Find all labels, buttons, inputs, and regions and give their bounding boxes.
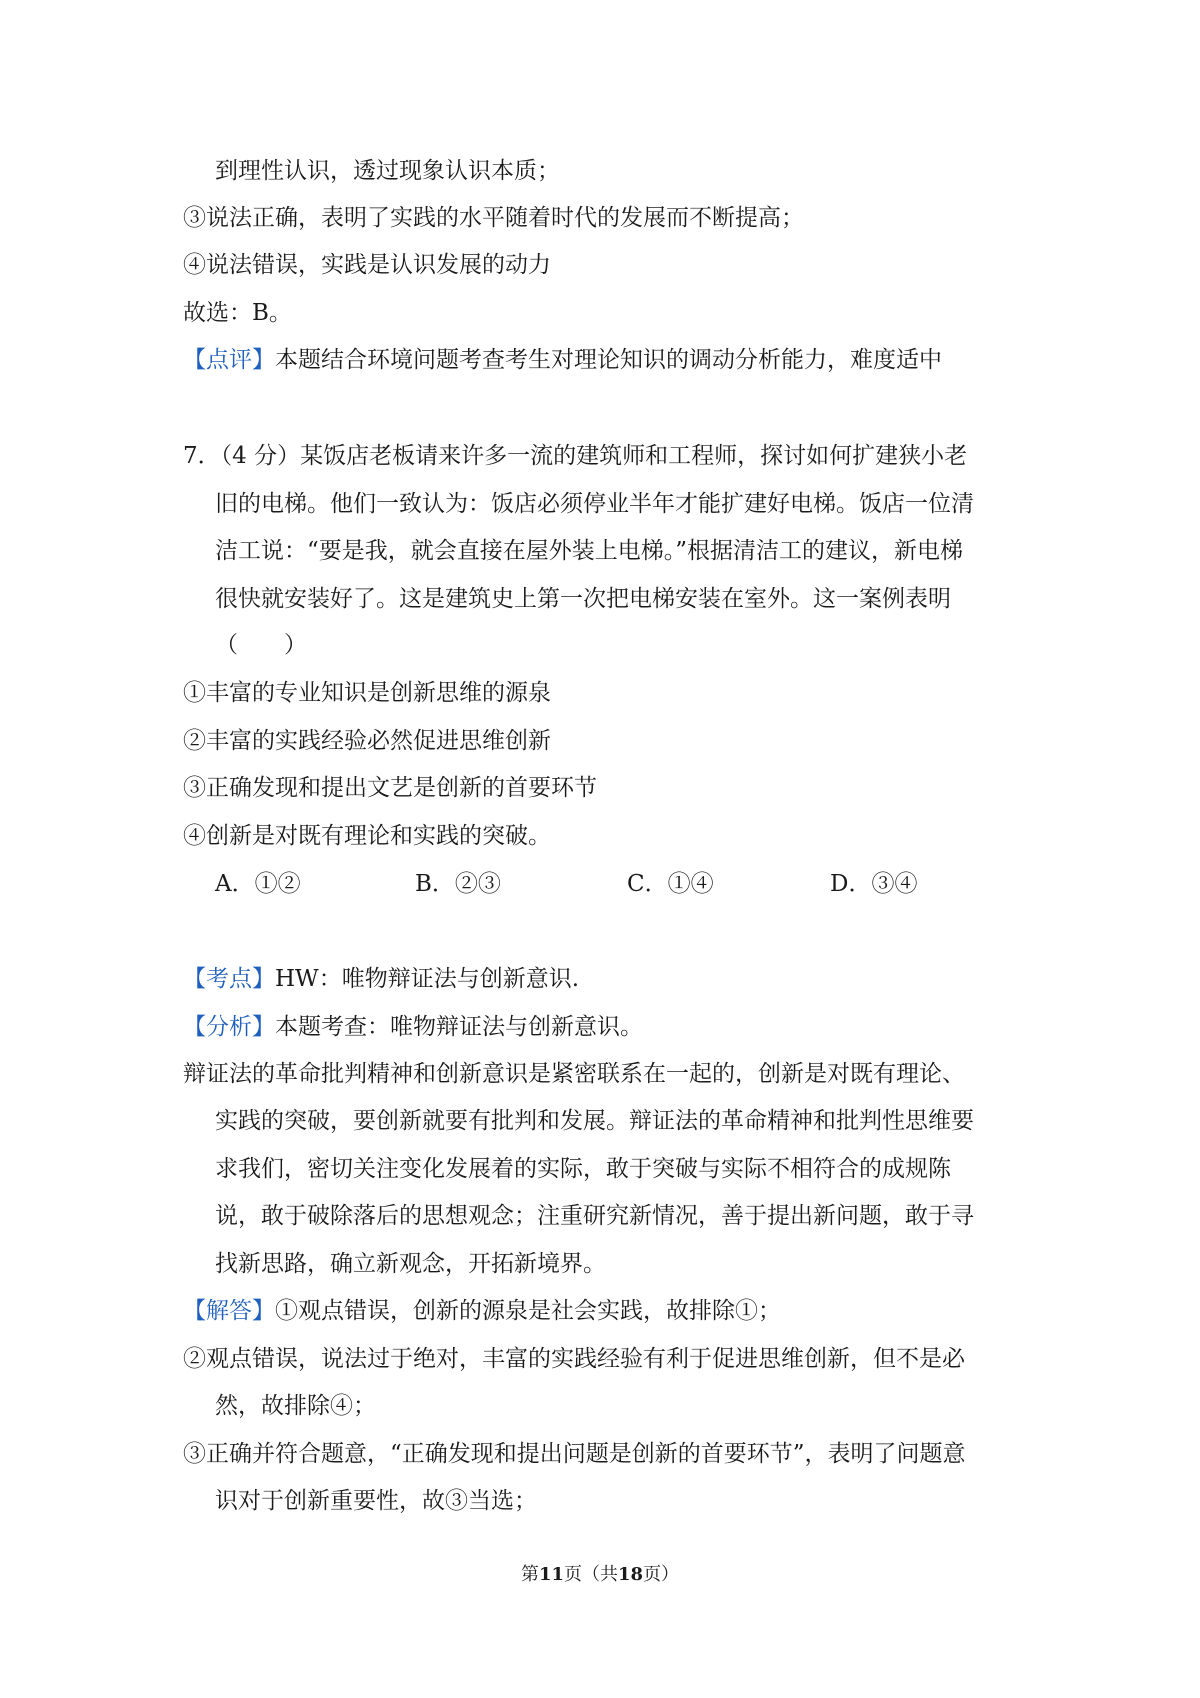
solution-line: ②观点错误，说法过于绝对，丰富的实践经验有利于促进思维创新，但不是必 xyxy=(183,1346,965,1372)
comment-text: 本题结合环境问题考查考生对理论知识的调动分析能力，难度适中 xyxy=(275,347,942,373)
solution-line: 识对于创新重要性，故③当选； xyxy=(215,1488,537,1514)
kaodian-tag: 【考点】 xyxy=(183,966,275,992)
option-b: B．②③ xyxy=(415,871,501,897)
solution-line: ③正确并符合题意，“正确发现和提出问题是创新的首要环节”，表明了问题意 xyxy=(183,1441,966,1467)
q7-stem-line: 洁工说：“要是我，就会直接在屋外装上电梯。”根据清洁工的建议，新电梯 xyxy=(215,538,964,564)
analysis-line: 说，敢于破除落后的思想观念；注重研究新情况，善于提出新问题，敢于寻 xyxy=(215,1203,974,1229)
page-footer xyxy=(0,1563,1200,1587)
footer-mid: 页（共 xyxy=(564,1564,618,1585)
q7-statement: ①丰富的专业知识是创新思维的源泉 xyxy=(183,680,551,706)
fenxi xyxy=(183,1012,643,1042)
jieda xyxy=(183,1296,781,1326)
comment-tag: 【点评】 xyxy=(183,347,275,373)
analysis-line: 实践的突破，要创新就要有批判和发展。辩证法的革命精神和批判性思维要 xyxy=(215,1108,974,1134)
footer-total-pages: 18 xyxy=(618,1564,644,1585)
prev-answer: 故选：B。 xyxy=(183,300,292,326)
q7-stem-line: 旧的电梯。他们一致认为：饭店必须停业半年才能扩建好电梯。饭店一位清 xyxy=(215,491,974,517)
q7-stem-line: 很快就安装好了。这是建筑史上第一次把电梯安装在室外。这一案例表明 xyxy=(215,586,951,612)
jieda-tag: 【解答】 xyxy=(183,1298,275,1324)
option-d: D．③④ xyxy=(830,871,918,897)
kaodian-text: HW：唯物辩证法与创新意识. xyxy=(275,966,580,992)
analysis-line: 辩证法的革命批判精神和创新意识是紧密联系在一起的，创新是对既有理论、 xyxy=(183,1061,965,1087)
prev-comment xyxy=(183,345,942,375)
footer-prefix: 第 xyxy=(520,1564,539,1585)
prev-line-a: 到理性认识，透过现象认识本质； xyxy=(215,158,560,184)
option-c: C．①④ xyxy=(627,871,714,897)
footer-page-number: 11 xyxy=(538,1564,564,1585)
fenxi-text: 本题考查：唯物辩证法与创新意识。 xyxy=(275,1014,643,1040)
fenxi-tag: 【分析】 xyxy=(183,1014,275,1040)
q7-statement: ②丰富的实践经验必然促进思维创新 xyxy=(183,728,551,754)
q7-stem-line: 7．（4 分）某饭店老板请来许多一流的建筑师和工程师，探讨如何扩建狭小老 xyxy=(183,443,968,469)
jieda-text: ①观点错误，创新的源泉是社会实践，故排除①； xyxy=(275,1298,781,1324)
analysis-line: 找新思路，确立新观念，开拓新境界。 xyxy=(215,1251,606,1277)
q7-statement: ③正确发现和提出文艺是创新的首要环节 xyxy=(183,775,597,801)
kaodian xyxy=(183,964,579,994)
solution-line: 然，故排除④； xyxy=(215,1393,376,1419)
option-a: A．①② xyxy=(215,871,301,897)
q7-stem-line: （ ） xyxy=(215,632,307,658)
analysis-line: 求我们，密切关注变化发展着的实际，敢于突破与实际不相符合的成规陈 xyxy=(215,1156,951,1182)
footer-suffix: 页） xyxy=(643,1564,680,1585)
prev-line-c: ④说法错误，实践是认识发展的动力 xyxy=(183,252,551,278)
prev-line-b: ③说法正确，表明了实践的水平随着时代的发展而不断提高； xyxy=(183,205,804,231)
q7-statement: ④创新是对既有理论和实践的突破。 xyxy=(183,823,551,849)
